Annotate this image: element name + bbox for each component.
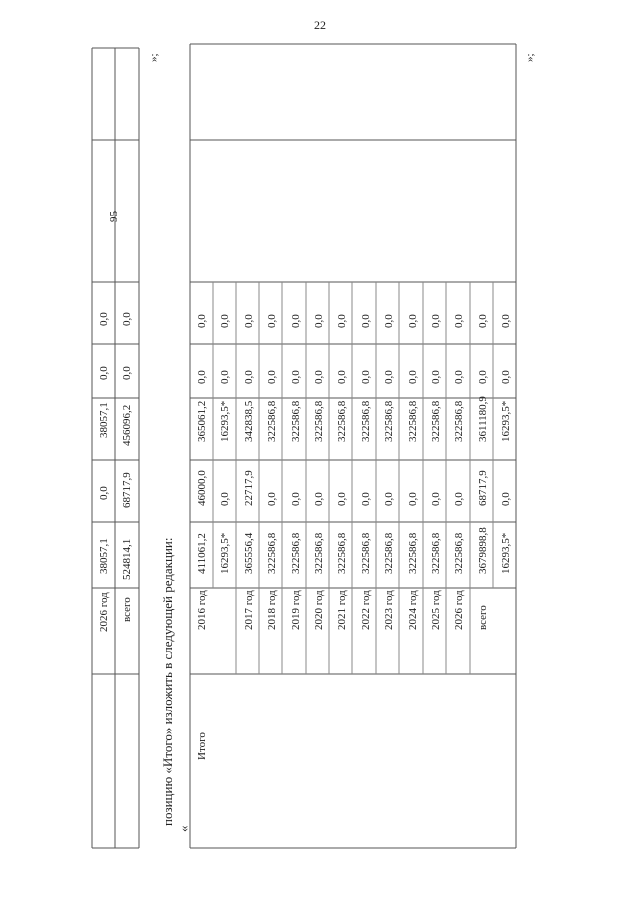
- row-value: 322586,8: [266, 532, 278, 574]
- closing-quote-bottom: »;: [524, 53, 536, 62]
- row-value: 322586,8: [360, 400, 372, 442]
- row-value: 0,0: [196, 314, 208, 328]
- top-row-value: 0,0: [121, 312, 133, 326]
- instruction-text: позицию «Итого» изложить в следующей редакции:: [160, 537, 175, 826]
- row-value: 0,0: [336, 370, 348, 384]
- top-row-value: 38057,1: [98, 538, 110, 574]
- row-value: 322586,8: [407, 400, 419, 442]
- top-row-value: 68717,9: [121, 472, 133, 508]
- row-value: 0,0: [313, 314, 325, 328]
- row-value: 0,0: [313, 370, 325, 384]
- row-value: 411061,2: [196, 533, 208, 574]
- row-label: 2024 год: [407, 590, 419, 630]
- row-label: 2017 год: [243, 590, 255, 630]
- row-label: 2026 год: [453, 590, 465, 630]
- row-value: 322586,8: [336, 400, 348, 442]
- row-value: 322586,8: [383, 532, 395, 574]
- row-value: 0,0: [383, 370, 395, 384]
- top-row-value: 0,0: [98, 486, 110, 500]
- table-name: Итого: [196, 732, 208, 760]
- row-value: 322586,8: [313, 400, 325, 442]
- target-value: 95: [108, 211, 120, 222]
- row-value: 0,0: [500, 492, 512, 506]
- row-label: 2021 год: [336, 590, 348, 630]
- row-value: 0,0: [219, 370, 231, 384]
- row-value: 0,0: [243, 314, 255, 328]
- row-value: 322586,8: [313, 532, 325, 574]
- row-value: 0,0: [477, 370, 489, 384]
- row-label: 2022 год: [360, 590, 372, 630]
- row-value: 0,0: [243, 370, 255, 384]
- row-value: 0,0: [360, 492, 372, 506]
- row-label: 2020 год: [313, 590, 325, 630]
- row-value: 0,0: [500, 370, 512, 384]
- row-value: 0,0: [383, 314, 395, 328]
- row-label: всего: [477, 605, 489, 630]
- row-value: 0,0: [290, 370, 302, 384]
- row-label: 2023 год: [383, 590, 395, 630]
- row-value: 22717,9: [243, 470, 255, 506]
- row-value: 322586,8: [453, 400, 465, 442]
- row-value: 322586,8: [430, 400, 442, 442]
- row-value: 0,0: [336, 314, 348, 328]
- row-value: 0,0: [336, 492, 348, 506]
- row-value: 0,0: [266, 370, 278, 384]
- top-row-value: 0,0: [98, 366, 110, 380]
- top-table-grid: [92, 48, 139, 848]
- row-label: 2025 год: [430, 590, 442, 630]
- row-value: 322586,8: [290, 532, 302, 574]
- row-value: 46000,0: [196, 470, 208, 506]
- top-row-value: 38057,1: [98, 402, 110, 438]
- row-value: 3611180,9: [477, 396, 489, 442]
- row-value: 342838,5: [243, 400, 255, 442]
- row-value: 0,0: [196, 370, 208, 384]
- row-value: 322586,8: [383, 400, 395, 442]
- row-value: 0,0: [407, 492, 419, 506]
- row-value: 0,0: [407, 314, 419, 328]
- row-value: 0,0: [383, 492, 395, 506]
- row-value: 0,0: [290, 314, 302, 328]
- bottom-table-grid: [190, 44, 516, 848]
- row-value: 16293,5*: [219, 400, 231, 442]
- row-value: 0,0: [313, 492, 325, 506]
- row-label: 2019 год: [290, 590, 302, 630]
- row-value: 16293,5*: [500, 532, 512, 574]
- row-value: 322586,8: [407, 532, 419, 574]
- row-value: 322586,8: [453, 532, 465, 574]
- row-label: 2016 год: [196, 590, 208, 630]
- row-value: 0,0: [290, 492, 302, 506]
- row-value: 365556,4: [243, 532, 255, 574]
- page-number: 22: [314, 18, 326, 32]
- top-row-value: 456096,2: [121, 404, 133, 446]
- row-value: 0,0: [266, 314, 278, 328]
- top-row-label: 2026 год: [98, 592, 110, 632]
- row-value: 68717,9: [477, 470, 489, 506]
- row-value: 0,0: [407, 370, 419, 384]
- row-value: 0,0: [360, 314, 372, 328]
- top-row-label: всего: [121, 597, 133, 622]
- row-value: 322586,8: [266, 400, 278, 442]
- row-value: 0,0: [500, 314, 512, 328]
- opening-quote: «: [176, 825, 191, 832]
- row-value: 0,0: [219, 314, 231, 328]
- row-value: 322586,8: [336, 532, 348, 574]
- closing-quote-top: »;: [148, 53, 160, 62]
- row-value: 0,0: [430, 492, 442, 506]
- row-value: 0,0: [219, 492, 231, 506]
- top-row-value: 524814,1: [121, 538, 133, 580]
- top-row-value: 0,0: [98, 312, 110, 326]
- row-value: 0,0: [453, 492, 465, 506]
- row-value: 365061,2: [196, 400, 208, 442]
- row-value: 0,0: [477, 314, 489, 328]
- row-label: 2018 год: [266, 590, 278, 630]
- row-value: 0,0: [453, 370, 465, 384]
- row-value: 0,0: [453, 314, 465, 328]
- row-value: 0,0: [266, 492, 278, 506]
- row-value: 16293,5*: [500, 400, 512, 442]
- row-value: 0,0: [430, 314, 442, 328]
- row-value: 322586,8: [430, 532, 442, 574]
- row-value: 16293,5*: [219, 532, 231, 574]
- row-value: 0,0: [360, 370, 372, 384]
- top-row-value: 0,0: [121, 366, 133, 380]
- row-value: 3679898,8: [477, 527, 489, 574]
- row-value: 322586,8: [290, 400, 302, 442]
- row-value: 0,0: [430, 370, 442, 384]
- row-value: 322586,8: [360, 532, 372, 574]
